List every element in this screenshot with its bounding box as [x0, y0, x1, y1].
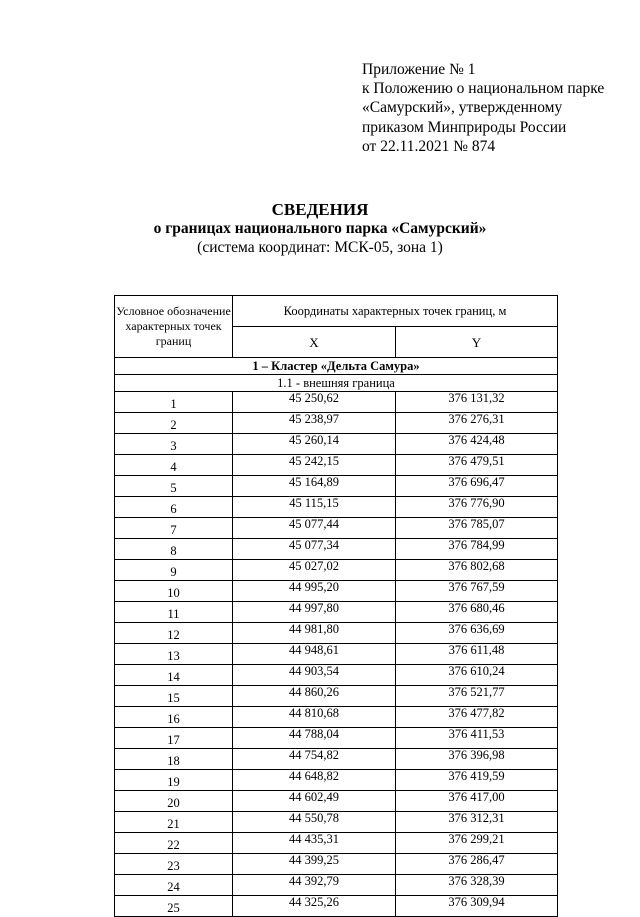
- appendix-line: «Самурский», утвержденному: [362, 99, 563, 117]
- coord-y: 376 312,31: [396, 812, 558, 833]
- point-number: 24: [115, 875, 233, 896]
- cluster-title: 1 – Кластер «Дельта Самура»: [115, 358, 558, 375]
- coord-y: 376 419,59: [396, 770, 558, 791]
- coord-y: 376 299,21: [396, 833, 558, 854]
- coord-x: 45 250,62: [233, 392, 396, 413]
- coordinate-system: (система координат: МСК-05, зона 1): [197, 239, 443, 256]
- table-row: [115, 854, 558, 875]
- point-number: 2: [115, 413, 233, 434]
- coord-y: 376 636,69: [396, 623, 558, 644]
- appendix-block: [362, 60, 604, 156]
- point-number: 11: [115, 602, 233, 623]
- subgroup-row: [115, 375, 558, 392]
- coord-y: 376 309,94: [396, 896, 558, 917]
- appendix-line: к Положению о национальном парке: [362, 80, 605, 98]
- point-number: 23: [115, 854, 233, 875]
- point-number: 3: [115, 434, 233, 455]
- table-row: [115, 434, 558, 455]
- coord-x: 44 648,82: [233, 770, 396, 791]
- document-subtitle: о границах национального парка «Самурский»: [153, 220, 487, 237]
- coord-y: 376 696,47: [396, 476, 558, 497]
- coord-x: 45 077,34: [233, 539, 396, 560]
- coord-x: 45 027,02: [233, 560, 396, 581]
- appendix-line: приказом Минприроды России: [362, 118, 567, 136]
- cluster-row: [115, 358, 558, 375]
- coord-x: 45 164,89: [233, 476, 396, 497]
- table-row: [115, 749, 558, 770]
- coord-x: 44 948,61: [233, 644, 396, 665]
- coord-x: 45 242,15: [233, 455, 396, 476]
- coord-x: 44 810,68: [233, 707, 396, 728]
- point-number: 12: [115, 623, 233, 644]
- table-row: [115, 602, 558, 623]
- appendix-line: Приложение № 1: [362, 61, 476, 78]
- table-row: [115, 497, 558, 518]
- coord-x: 44 754,82: [233, 749, 396, 770]
- coord-x: 45 238,97: [233, 413, 396, 434]
- coord-y: 376 477,82: [396, 707, 558, 728]
- coord-x: 44 399,25: [233, 854, 396, 875]
- header-coordinates: Координаты характерных точек границ, м: [233, 296, 558, 327]
- coord-x: 44 550,78: [233, 812, 396, 833]
- point-number: 25: [115, 896, 233, 917]
- table-row: [115, 728, 558, 749]
- coord-y: 376 680,46: [396, 602, 558, 623]
- table-row: [115, 392, 558, 413]
- document-title: СВЕДЕНИЯ: [271, 200, 369, 219]
- table-row: [115, 665, 558, 686]
- table-header-row: [115, 296, 558, 327]
- table-row: [115, 791, 558, 812]
- point-number: 8: [115, 539, 233, 560]
- subgroup-title: 1.1 - внешняя граница: [115, 375, 558, 392]
- table-row: [115, 476, 558, 497]
- point-number: 7: [115, 518, 233, 539]
- point-number: 4: [115, 455, 233, 476]
- coord-x: 44 435,31: [233, 833, 396, 854]
- coord-y: 376 802,68: [396, 560, 558, 581]
- coord-x: 45 115,15: [233, 497, 396, 518]
- coord-x: 44 788,04: [233, 728, 396, 749]
- coord-x: 44 392,79: [233, 875, 396, 896]
- coord-y: 376 784,99: [396, 539, 558, 560]
- coord-x: 45 260,14: [233, 434, 396, 455]
- point-number: 15: [115, 686, 233, 707]
- coord-x: 44 325,26: [233, 896, 396, 917]
- point-number: 18: [115, 749, 233, 770]
- point-number: 21: [115, 812, 233, 833]
- table-row: [115, 623, 558, 644]
- point-number: 13: [115, 644, 233, 665]
- table-row: [115, 833, 558, 854]
- table-row: [115, 644, 558, 665]
- coord-x: 45 077,44: [233, 518, 396, 539]
- coordinates-table: [114, 295, 558, 917]
- table-row: [115, 812, 558, 833]
- coord-y: 376 396,98: [396, 749, 558, 770]
- coord-y: 376 276,31: [396, 413, 558, 434]
- point-number: 19: [115, 770, 233, 791]
- coord-y: 376 417,00: [396, 791, 558, 812]
- coord-y: 376 611,48: [396, 644, 558, 665]
- table-row: [115, 707, 558, 728]
- point-number: 10: [115, 581, 233, 602]
- coord-y: 376 411,53: [396, 728, 558, 749]
- coord-x: 44 995,20: [233, 581, 396, 602]
- table-row: [115, 560, 558, 581]
- point-number: 5: [115, 476, 233, 497]
- point-number: 1: [115, 392, 233, 413]
- coord-y: 376 286,47: [396, 854, 558, 875]
- header-point-label: Условное обозначение характерных точек границ: [115, 296, 233, 358]
- coord-y: 376 785,07: [396, 518, 558, 539]
- table-row: [115, 539, 558, 560]
- coord-y: 376 610,24: [396, 665, 558, 686]
- point-number: 22: [115, 833, 233, 854]
- point-number: 17: [115, 728, 233, 749]
- table-row: [115, 581, 558, 602]
- table-row: [115, 518, 558, 539]
- point-number: 16: [115, 707, 233, 728]
- coord-y: 376 131,32: [396, 392, 558, 413]
- coord-x: 44 997,80: [233, 602, 396, 623]
- coord-y: 376 776,90: [396, 497, 558, 518]
- coord-x: 44 903,54: [233, 665, 396, 686]
- point-number: 20: [115, 791, 233, 812]
- coord-y: 376 328,39: [396, 875, 558, 896]
- coord-x: 44 602,49: [233, 791, 396, 812]
- appendix-line: от 22.11.2021 № 874: [362, 137, 496, 155]
- coord-y: 376 767,59: [396, 581, 558, 602]
- point-number: 14: [115, 665, 233, 686]
- coord-x: 44 860,26: [233, 686, 396, 707]
- header-y: Y: [396, 327, 558, 358]
- document-heading: [0, 200, 640, 257]
- table-row: [115, 455, 558, 476]
- header-x: X: [233, 327, 396, 358]
- table-row: [115, 896, 558, 917]
- point-number: 9: [115, 560, 233, 581]
- table-row: [115, 770, 558, 791]
- table-row: [115, 413, 558, 434]
- coord-y: 376 424,48: [396, 434, 558, 455]
- coord-y: 376 479,51: [396, 455, 558, 476]
- table-row: [115, 875, 558, 896]
- coord-y: 376 521,77: [396, 686, 558, 707]
- coord-x: 44 981,80: [233, 623, 396, 644]
- table-row: [115, 686, 558, 707]
- point-number: 6: [115, 497, 233, 518]
